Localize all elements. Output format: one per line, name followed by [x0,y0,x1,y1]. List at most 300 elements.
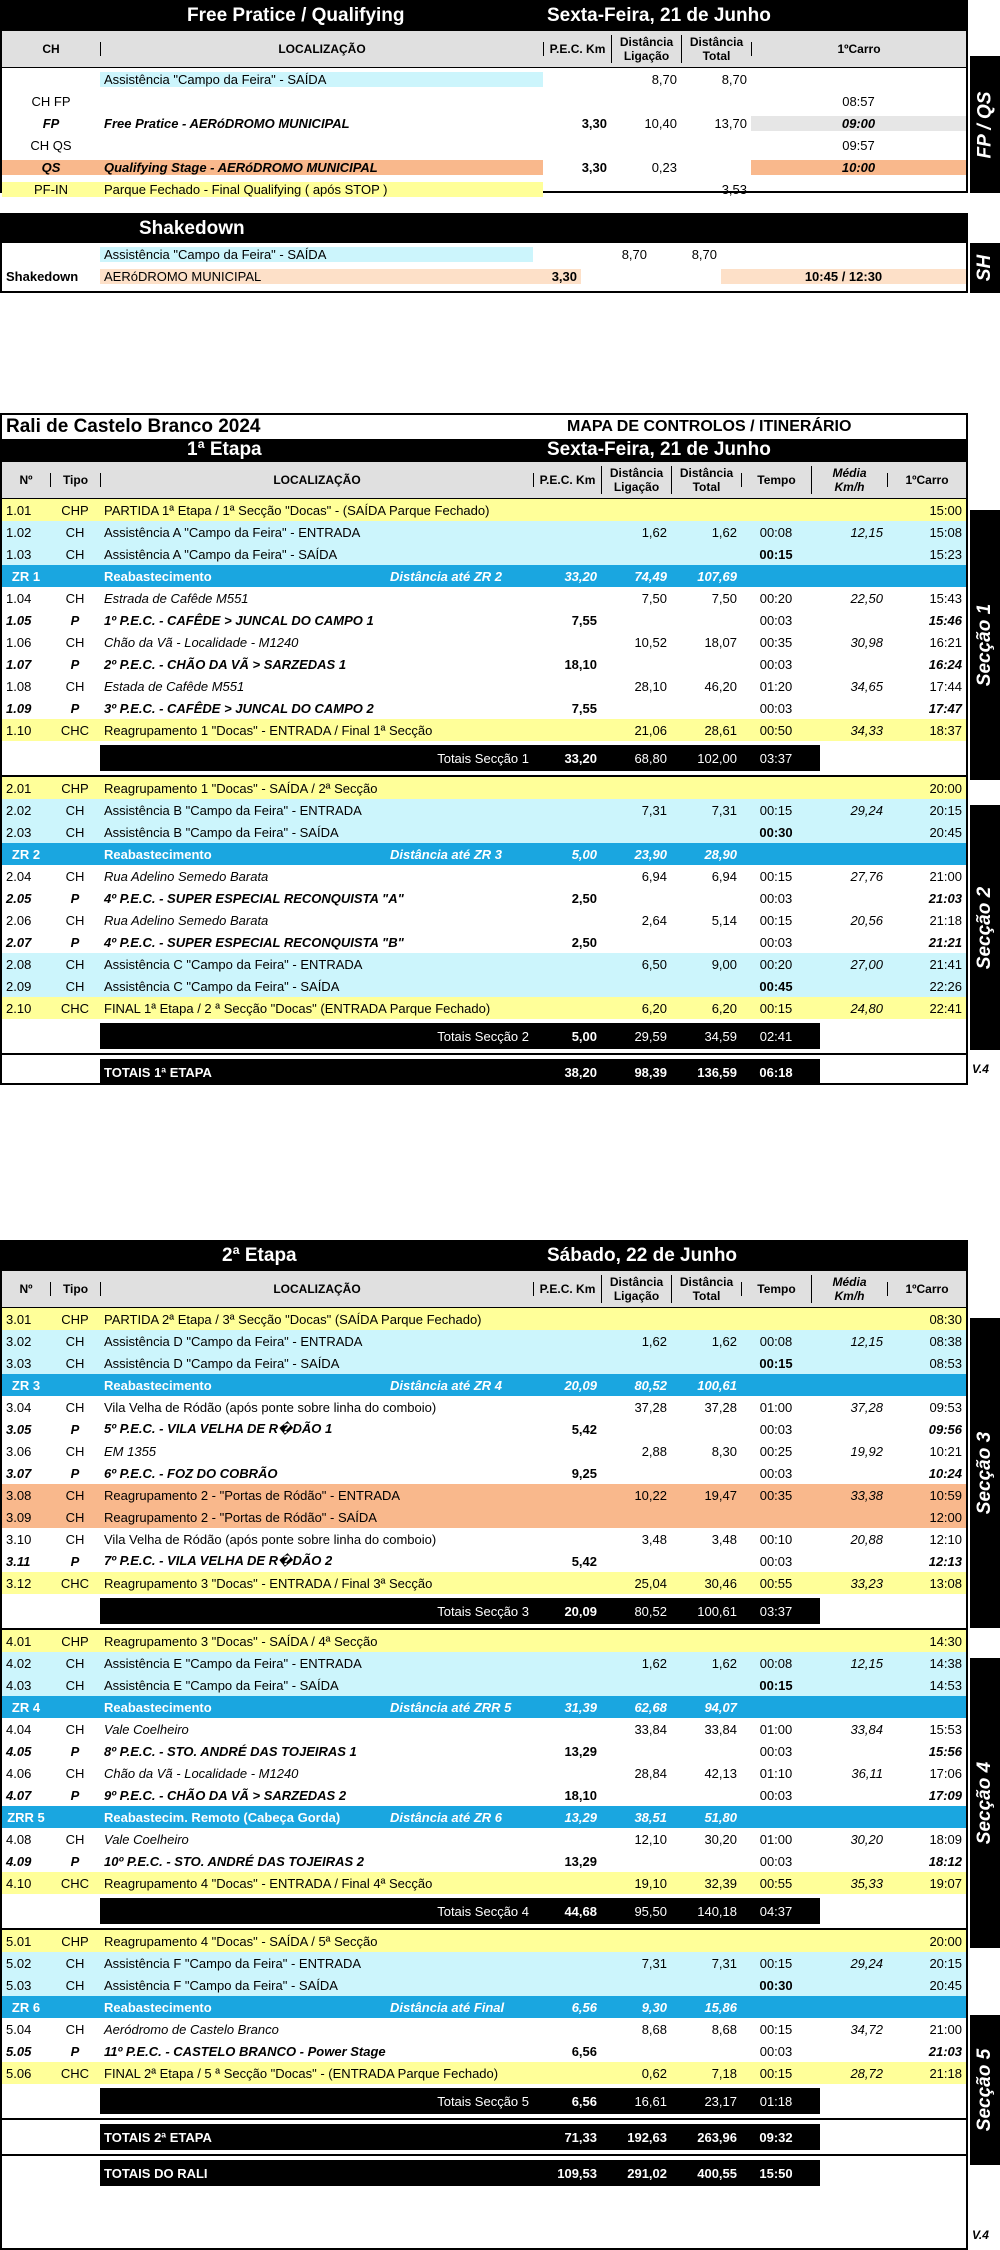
time-cell: 01:00 [759,1721,793,1737]
header-cell: Tempo [741,1282,811,1296]
tot-cell: 37,28 [704,1399,737,1415]
location-cell [100,591,533,606]
number-cell: 2.06 [6,912,32,928]
tot-cell: 32,39 [704,1875,737,1891]
time-cell: 00:35 [759,1487,793,1503]
location-cell [100,1832,533,1847]
location-cell [100,679,533,694]
rally-title-row [2,415,966,439]
lig-cell: 7,31 [641,1955,667,1971]
first-car-cell: 15:53 [929,1721,962,1737]
refuel-distance-label: Distância até ZR 3 [390,846,502,862]
version-2: V.4 [972,2228,989,2242]
location-cell: Parque Fechado - Final Qualifying ( após STOP ) [100,182,543,197]
lig-cell: 7,50 [641,590,667,606]
lig-cell: 0,23 [651,159,677,175]
location-text: Aeródromo de Castelo Branco [104,2021,279,2037]
itinerary-row [2,499,966,521]
first-car-cell: 15:00 [929,502,962,518]
first-car-cell: 12:00 [929,1509,962,1525]
ch-cell: CH FP [31,93,71,109]
time-cell: 00:15 [759,546,793,562]
time-cell: 00:55 [759,1875,793,1891]
type-cell: CH [65,590,85,606]
tot-cell: 1,62 [711,1333,737,1349]
location-text: Assistência A "Campo da Feira" - ENTRADA [104,524,361,540]
time-cell: 00:15 [759,1955,793,1971]
type-cell: CHC [60,2065,90,2081]
tot-cell: 100,61 [697,1377,737,1393]
qualifying-row [2,134,966,156]
first-car-cell: 17:44 [929,678,962,694]
location-cell [100,613,533,628]
lig-cell: 0,62 [641,2065,667,2081]
location-cell [100,701,533,716]
time-cell: 00:15 [759,868,793,884]
avg-speed-cell: 20,88 [850,1531,883,1547]
avg-speed-cell: 35,33 [850,1875,883,1891]
header-cell: LOCALIZAÇÃO [100,473,533,487]
itinerary-row [2,1630,966,1652]
number-cell: 3.02 [6,1333,32,1349]
etapa1-title-bar [2,439,966,461]
type-cell: CH [65,678,85,694]
itinerary-row [2,543,966,565]
totals-time: 04:37 [759,1903,793,1919]
time-cell: 00:03 [759,1465,793,1481]
location-text: Vale Coelheiro [104,1831,189,1847]
location-text: Assistência B "Campo da Feira" - SAÍDA [104,824,339,840]
version-1: V.4 [972,1062,989,1076]
number-cell: 4.06 [6,1765,32,1781]
pec-cell: 9,25 [571,1465,597,1481]
itinerary-row [2,1440,966,1462]
lig-cell: 37,28 [634,1399,667,1415]
tot-cell: 30,20 [704,1831,737,1847]
time-cell: 00:15 [759,1000,793,1016]
type-cell: CH [65,1955,85,1971]
type-cell: CHP [61,1633,89,1649]
location-text: Estrada de Cafêde M551 [104,590,249,606]
first-car-cell: 14:53 [929,1677,962,1693]
location-text: Reabastecimento [104,1699,212,1715]
type-cell: CHP [61,780,89,796]
location-text: Estada de Cafêde M551 [104,678,245,694]
type-cell: P [70,1853,80,1869]
lig-cell: 9,30 [641,1999,667,2015]
section-totals-bar [100,1598,820,1624]
itinerary-row [2,697,966,719]
location-cell: Assistência "Campo da Feira" - SAÍDA [100,247,533,262]
time-cell: 01:10 [759,1765,793,1781]
first-car-cell: 21:18 [929,912,962,928]
first-car-cell: 17:47 [928,700,962,716]
number-cell: 1.07 [6,656,32,672]
number-cell: 4.04 [6,1721,32,1737]
pec-cell: 2,50 [571,934,597,950]
first-car-cell: 16:21 [929,634,962,650]
refuel-zone-row [2,1374,966,1396]
etapa2-sec5-side: Secção 5 [970,2015,1000,2165]
header-cell: P.E.C. Km [533,1282,601,1296]
location-text: Assistência E "Campo da Feira" - ENTRADA [104,1655,362,1671]
location-text: PARTIDA 1ª Etapa / 1ª Secção "Docas" - (SAÍDA Parque Fechado) [104,502,490,518]
location-cell [100,1656,533,1671]
tot-cell: 28,90 [704,846,737,862]
time-cell: 00:45 [759,978,793,994]
pec-cell: 7,55 [571,612,597,628]
pec-cell: 13,29 [564,1853,597,1869]
etapa2-title: 2ª Etapa [222,1245,297,1266]
totals-lig: 16,61 [634,2093,667,2109]
first-car-cell: 18:12 [928,1853,962,1869]
first-car-cell: 21:00 [929,2021,962,2037]
itinerary-row [2,1528,966,1550]
first-car-cell: 14:38 [929,1655,962,1671]
itinerary-row [2,1674,966,1696]
number-cell: 3.01 [6,1311,32,1327]
ch-cell: QS [2,160,100,175]
location-text: Assistência D "Campo da Feira" - SAÍDA [104,1355,340,1371]
type-cell: CH [65,824,85,840]
avg-speed-cell: 29,24 [850,802,883,818]
type-cell: CH [65,1721,85,1737]
pec-cell: 5,00 [571,846,597,862]
number-cell: 5.04 [6,2021,32,2037]
section-totals-row [2,1023,966,1049]
grand-totals-bar [100,2124,820,2150]
shakedown-row [2,243,966,265]
first-car-cell: 12:13 [928,1553,962,1569]
first-car-cell: 14:30 [929,1633,962,1649]
type-cell: CHP [61,502,89,518]
location-cell: AERóDROMO MUNICIPAL [100,269,533,284]
location-text: Reagrupamento 4 "Docas" - ENTRADA / Final 4ª Secção [104,1875,433,1891]
time-cell: 00:03 [759,656,793,672]
lig-cell: 1,62 [641,1655,667,1671]
first-car-cell: 08:30 [929,1311,962,1327]
itinerary-row [2,675,966,697]
tot-cell: 1,62 [711,524,737,540]
lig-cell: 10,52 [634,634,667,650]
number-cell: 1.10 [6,722,32,738]
tot-cell: 6,20 [711,1000,737,1016]
etapa1-sec1-side: Secção 1 [970,510,1000,780]
type-cell: CH [65,1355,85,1371]
ch-cell: CH QS [30,137,72,153]
location-text: 4º P.E.C. - SUPER ESPECIAL RECONQUISTA "A" [104,890,404,906]
grand-totals-label: TOTAIS 1ª ETAPA [104,1064,212,1080]
first-car-cell: 20:45 [929,1977,962,1993]
itinerary-row [2,1828,966,1850]
location-text: EM 1355 [104,1443,157,1459]
header-cell: Distância Total [671,466,741,494]
lig-cell: 2,88 [641,1443,667,1459]
avg-speed-cell: 19,92 [850,1443,883,1459]
first-car-cell: 20:00 [929,780,962,796]
type-cell: CH [65,978,85,994]
first-car-cell: 22:41 [929,1000,962,1016]
number-cell: 5.01 [6,1933,32,1949]
location-cell [100,1553,533,1569]
type-cell: P [70,890,80,906]
location-cell [100,1854,533,1869]
etapa2-sec3-side: Secção 3 [970,1318,1000,1628]
avg-speed-cell: 12,15 [850,1655,883,1671]
refuel-distance-label: Distância até ZR 6 [390,1809,502,1825]
itinerary-row [2,1784,966,1806]
number-cell: 4.05 [6,1743,32,1759]
first-car-cell: 12:10 [929,1531,962,1547]
avg-speed-cell: 12,15 [850,524,883,540]
number-cell: 3.08 [6,1487,32,1503]
number-cell: 1.05 [6,612,32,628]
location-cell [100,935,533,950]
avg-speed-cell: 34,72 [850,2021,883,2037]
type-cell: CH [65,868,85,884]
tot-cell: 107,69 [697,568,737,584]
header-cell: Tipo [50,473,100,487]
location-cell [100,1876,533,1891]
lig-cell: 19,10 [634,1875,667,1891]
type-cell: CH [65,2021,85,2037]
lig-cell: 8,68 [641,2021,667,2037]
location-text: Reagrupamento 2 - "Portas de Ródão" - SAÍDA [104,1509,377,1525]
location-cell [100,1678,533,1693]
location-cell [100,869,533,884]
tot-cell: 28,61 [704,722,737,738]
number-cell: ZR 6 [11,1999,41,2015]
location-text: Chão da Vã - Localidade - M1240 [104,1765,299,1781]
etapa1-header [2,461,966,499]
location-cell [100,525,533,540]
pec-cell: 18,10 [564,656,597,672]
location-cell [100,1466,533,1481]
location-cell [100,503,533,518]
itinerary-row [2,997,966,1019]
first-car-cell: 09:00 [751,116,966,131]
etapa2-date: Sábado, 22 de Junho [547,1245,738,1266]
lig-cell: 6,20 [641,1000,667,1016]
first-car-cell: 20:15 [929,1955,962,1971]
location-text: Vila Velha de Ródão (após ponte sobre linha do comboio) [104,1531,437,1547]
totals-tot: 102,00 [697,750,737,766]
location-cell [100,1766,533,1781]
location-text: Assistência A "Campo da Feira" - SAÍDA [104,546,338,562]
location-cell [100,2022,533,2037]
itinerary-row [2,631,966,653]
time-cell: 00:03 [759,934,793,950]
number-cell: 1.09 [6,700,32,716]
location-text: Assistência C "Campo da Feira" - SAÍDA [104,978,340,994]
location-cell [100,781,533,796]
grand-totals-bar [100,2160,820,2186]
header-cell: Distância Total [671,1275,741,1303]
grand-time: 15:50 [759,2165,793,2181]
first-car-cell: 21:03 [928,2043,962,2059]
avg-speed-cell: 12,15 [850,1333,883,1349]
tot-cell: 46,20 [704,678,737,694]
location-cell [100,825,533,840]
time-cell: 00:15 [759,802,793,818]
location-text: Vale Coelheiro [104,1721,189,1737]
tot-cell: 94,07 [704,1699,737,1715]
itinerary-row [2,653,966,675]
number-cell: 2.10 [6,1000,32,1016]
grand-pec: 38,20 [564,1064,597,1080]
time-cell: 00:20 [759,956,793,972]
refuel-zone-row [2,1996,966,2018]
number-cell: 4.07 [6,1787,32,1803]
avg-speed-cell: 30,98 [850,634,883,650]
location-text: 1º P.E.C. - CAFÊDE > JUNCAL DO CAMPO 1 [104,612,374,628]
itinerary-row [2,2018,966,2040]
itinerary-row [2,609,966,631]
first-car-cell: 21:00 [929,868,962,884]
etapa2-table [0,1240,968,2250]
type-cell: P [70,1421,80,1437]
ch-cell: PF-IN [2,182,100,197]
number-cell: 3.10 [6,1531,32,1547]
map-title: MAPA DE CONTROLOS / ITINERÁRIO [567,418,852,435]
header-cell: 1ºCarro [887,1282,966,1296]
tot-cell: 8,68 [711,2021,737,2037]
location-text: Rua Adelino Semedo Barata [104,868,269,884]
location-cell [100,1312,533,1327]
type-cell: CHP [61,1933,89,1949]
lig-cell: 12,10 [634,1831,667,1847]
location-cell [100,1488,533,1503]
number-cell: ZR 1 [11,568,41,584]
totals-tot: 100,61 [697,1603,737,1619]
header-cell: Tipo [50,1282,100,1296]
totals-label: Totais Secção 4 [437,1903,529,1919]
location-text: 4º P.E.C. - SUPER ESPECIAL RECONQUISTA "B" [104,934,404,950]
lig-cell: 28,84 [634,1765,667,1781]
time-cell: 00:03 [759,700,793,716]
location-text: FINAL 2ª Etapa / 5 ª Secção "Docas" - (ENTRADA Parque Fechado) [104,2065,499,2081]
avg-speed-cell: 22,50 [850,590,883,606]
tot-cell: 9,00 [711,956,737,972]
type-cell: CH [65,802,85,818]
location-text: Reagrupamento 1 "Docas" - SAÍDA / 2ª Secção [104,780,378,796]
tot-cell: 3,48 [711,1531,737,1547]
qualifying-row [2,68,966,90]
tot-cell: 8,70 [721,71,747,87]
first-car-cell: 21:03 [928,890,962,906]
itinerary-row [2,799,966,821]
etapa1-sec2-side: Secção 2 [970,805,1000,1050]
itinerary-row [2,821,966,843]
number-cell: 3.05 [6,1421,32,1437]
lig-cell: 10,22 [634,1487,667,1503]
lig-cell: 74,49 [634,568,667,584]
type-cell: CH [65,634,85,650]
itinerary-row [2,865,966,887]
grand-lig: 192,63 [627,2129,667,2145]
avg-speed-cell: 27,00 [850,956,883,972]
tot-cell: 8,70 [691,246,717,262]
itinerary-row [2,1352,966,1374]
type-cell: CH [65,1487,85,1503]
itinerary-row [2,1652,966,1674]
time-cell: 00:15 [759,912,793,928]
qualifying-title: Free Pratice / Qualifying [187,5,405,26]
tot-cell: 42,13 [704,1765,737,1781]
location-cell [100,1510,533,1525]
itinerary-row [2,953,966,975]
type-cell: P [70,700,80,716]
shakedown-title: Shakedown [139,218,245,239]
lig-cell: 80,52 [634,1377,667,1393]
pec-cell: 20,09 [564,1377,597,1393]
itinerary-row [2,1762,966,1784]
rally-title: Rali de Castelo Branco 2024 [6,416,261,437]
totals-pec: 33,20 [564,750,597,766]
time-cell: 00:03 [759,1787,793,1803]
qualifying-row [2,90,966,112]
tot-cell: 7,31 [711,802,737,818]
location-cell [100,913,533,928]
location-text: Reabastecimento [104,1377,212,1393]
refuel-zone-row [2,1696,966,1718]
itinerary-row [2,1462,966,1484]
time-cell: 00:03 [759,890,793,906]
type-cell: CHP [61,1311,89,1327]
type-cell: P [70,656,80,672]
location-text: 9º P.E.C. - CHÃO DA VÃ > SARZEDAS 2 [104,1787,347,1803]
section-totals-bar [100,745,820,771]
number-cell: 5.05 [6,2043,32,2059]
itinerary-row [2,1396,966,1418]
shakedown-title-bar [2,215,966,243]
header-cell: LOCALIZAÇÃO [100,1282,533,1296]
location-cell [100,1444,533,1459]
first-car-cell: 16:24 [928,656,962,672]
pec-cell: 13,29 [564,1809,597,1825]
location-text: 3º P.E.C. - CAFÊDE > JUNCAL DO CAMPO 2 [104,700,374,716]
lig-cell: 2,64 [641,912,667,928]
type-cell: CH [65,1977,85,1993]
time-cell: 00:25 [759,1443,793,1459]
pec-cell: 33,20 [564,568,597,584]
number-cell: 1.03 [6,546,32,562]
location-text: Assistência F "Campo da Feira" - SAÍDA [104,1977,338,1993]
avg-speed-cell: 27,76 [850,868,883,884]
avg-speed-cell: 24,80 [850,1000,883,1016]
location-text: Assistência B "Campo da Feira" - ENTRADA [104,802,362,818]
avg-speed-cell: 36,11 [851,1765,883,1781]
location-text: Reagrupamento 3 "Docas" - ENTRADA / Final 3ª Secção [104,1575,433,1591]
tot-cell: 8,30 [711,1443,737,1459]
location-text: Assistência F "Campo da Feira" - ENTRADA [104,1955,362,1971]
type-cell: CH [65,1443,85,1459]
totals-lig: 68,80 [634,750,667,766]
grand-totals-row [2,2160,966,2186]
first-car-cell: 13:08 [929,1575,962,1591]
time-cell: 01:20 [759,678,793,694]
time-cell: 00:08 [759,1655,793,1671]
totals-time: 01:18 [759,2093,793,2109]
avg-speed-cell: 28,72 [850,2065,883,2081]
location-cell [100,1978,533,1993]
first-car-cell: 10:24 [928,1465,962,1481]
time-cell: 00:15 [759,2021,793,2037]
first-car-cell: 10:21 [929,1443,962,1459]
totals-time: 03:37 [759,750,793,766]
pec-cell: 13,29 [564,1743,597,1759]
first-car-cell: 10:59 [929,1487,962,1503]
